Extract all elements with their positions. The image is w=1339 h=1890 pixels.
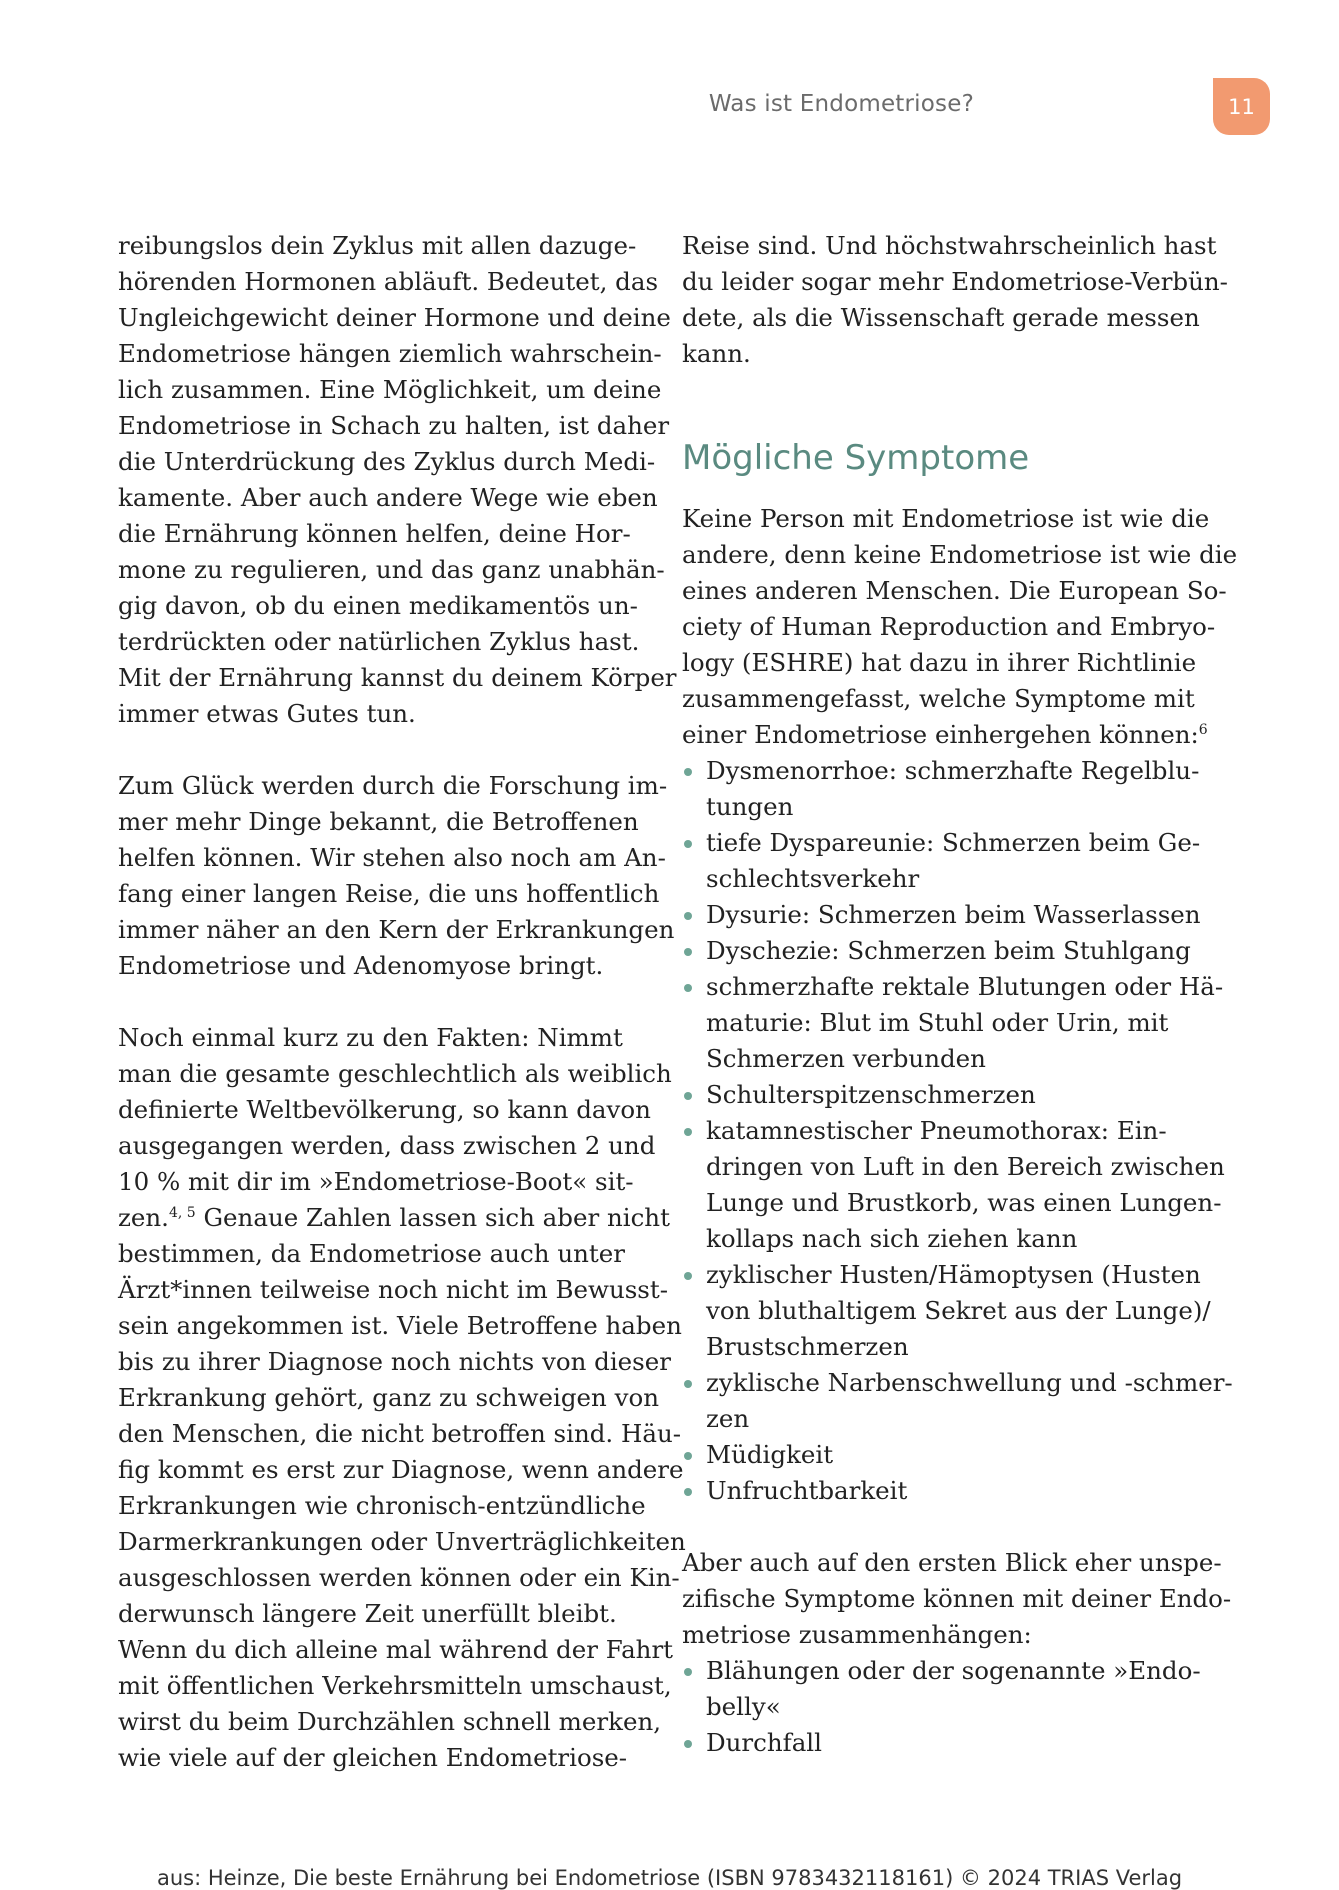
bullet-icon [684,912,692,920]
text-line: Schulterspitzenschmerzen [706,1080,1036,1109]
list-item [682,753,1202,825]
text-line: reibungslos dein Zyklus mit allen dazuge- [118,231,637,260]
list-item [682,969,1224,1077]
text-line: ausgeschlossen werden können oder ein Kin- [118,1563,680,1592]
text-line: Mit der Ernährung kannst du deinem Körper [118,663,677,692]
text-line: zusammengefasst, welche Symptome mit [682,684,1195,713]
list-item [682,1077,1202,1113]
text-line: ausgegangen werden, dass zwischen 2 und [118,1131,656,1160]
list-item [682,1257,1211,1365]
text-line: Wenn du dich alleine mal während der Fahrt [118,1635,674,1664]
bullet-icon [684,1740,692,1748]
text-line: andere, denn keine Endometriose ist wie die [682,540,1238,569]
text-line: immer etwas Gutes tun. [118,699,416,728]
text-line: Ärzt*innen teilweise noch nicht im Bewusst- [118,1275,668,1304]
text-line: lich zusammen. Eine Möglichkeit, um deine [118,375,662,404]
text-line: Noch einmal kurz zu den Fakten: Nimmt [118,1023,623,1052]
text-line: fang einer langen Reise, die uns hoffentlich [118,879,660,908]
text-line: katamnestischer Pneumothorax: Ein- [706,1116,1167,1145]
text-line: definierte Weltbevölkerung, so kann davon [118,1095,651,1124]
paragraph [682,228,1228,372]
text-line: wirst du beim Durchzählen schnell merken, [118,1707,662,1736]
text-line: Dysmenorrhoe: schmerzhafte Regelblu- [706,756,1200,785]
text-line: tiefe Dyspareunie: Schmerzen beim Ge- [706,828,1201,857]
bullet-icon [684,1272,692,1280]
footnote-reference: 6 [1198,721,1208,738]
footnote-reference: 4, 5 [168,1204,196,1221]
text-line: Dysurie: Schmerzen beim Wasserlassen [706,900,1201,929]
unspecific-symptom-list [682,1653,1202,1761]
text-line: Darmerkrankungen oder Unverträglichkeiten [118,1527,686,1556]
text-line: Reise sind. Und höchstwahrscheinlich hast [682,231,1217,260]
text-fragment: zen. [118,1203,169,1232]
text-line: die Unterdrückung des Zyklus durch Medi- [118,447,656,476]
text-line: die Ernährung können helfen, deine Hor- [118,519,631,548]
text-line: Schmerzen verbunden [706,1044,986,1073]
text-line: fig kommt es erst zur Diagnose, wenn andere [118,1455,684,1484]
text-line [682,717,1208,753]
text-line: logy (ESHRE) hat dazu in ihrer Richtlinie [682,648,1197,677]
right-column [682,228,1238,1761]
text-line: immer näher an den Kern der Erkrankungen [118,915,675,944]
text-line: metriose zusammenhängen: [682,1620,1032,1649]
bullet-icon [684,1668,692,1676]
text-line: Endometriose und Adenomyose bringt. [118,951,604,980]
text-line: 10 % mit dir im »Endometriose-Boot« sit- [118,1167,634,1196]
bullet-icon [684,1452,692,1460]
text-line: Lunge und Brustkorb, was einen Lungen- [706,1188,1222,1217]
text-line: schmerzhafte rektale Blutungen oder Hä- [706,972,1224,1001]
text-line: Dyschezie: Schmerzen beim Stuhlgang [706,936,1191,965]
bullet-icon [684,1092,692,1100]
text-line: kamente. Aber auch andere Wege wie eben [118,483,658,512]
list-item [682,1365,1233,1437]
text-line: hörenden Hormonen abläuft. Bedeutet, das [118,267,659,296]
text-line: derwunsch längere Zeit unerfüllt bleibt. [118,1599,617,1628]
list-item [682,1725,1202,1761]
list-item [682,1113,1225,1257]
text-line: kollaps nach sich ziehen kann [706,1224,1078,1253]
bullet-icon [684,948,692,956]
text-line: eines anderen Menschen. Die European So- [682,576,1227,605]
text-line: Ungleichgewicht deiner Hormone und deine [118,303,671,332]
text-line: von bluthaltigem Sekret aus der Lunge)/ [706,1296,1211,1325]
list-item [682,897,1202,933]
text-line: sein angekommen ist. Viele Betroffene haben [118,1311,682,1340]
text-line: gig davon, ob du einen medikamentös un- [118,591,638,620]
paragraph [118,228,677,732]
text-fragment: Genaue Zahlen lassen sich aber nicht [195,1203,670,1232]
list-item [682,1473,1202,1509]
text-line: Keine Person mit Endometriose ist wie die [682,504,1210,533]
text-line: zen [706,1404,750,1433]
list-item [682,933,1202,969]
text-line: bis zu ihrer Diagnose noch nichts von dieser [118,1347,671,1376]
bullet-icon [684,1488,692,1496]
text-line: wie viele auf der gleichen Endometriose- [118,1743,628,1772]
bullet-icon [684,840,692,848]
text-line: tungen [706,792,794,821]
paragraph [682,501,1238,753]
text-line: mone zu regulieren, und das ganz unabhän- [118,555,665,584]
text-line: den Menschen, die nicht betroffen sind. Häu- [118,1419,682,1448]
text-line: dringen von Luft in den Bereich zwischen [706,1152,1225,1181]
text-line: Zum Glück werden durch die Forschung im- [118,771,668,800]
text-line: man die gesamte geschlechtlich als weiblich [118,1059,672,1088]
text-line: Endometriose hängen ziemlich wahrschein- [118,339,662,368]
text-line: zifische Symptome können mit deiner Endo- [682,1584,1232,1613]
list-item [682,825,1202,897]
left-column [118,228,686,1776]
symptom-list [682,753,1233,1509]
paragraph [118,1020,686,1776]
list-item [682,1653,1202,1725]
text-line: zyklische Narbenschwellung und -schmer- [706,1368,1233,1397]
text-line: terdrückten oder natürlichen Zyklus hast. [118,627,640,656]
text-line: mit öffentlichen Verkehrsmitteln umschaust, [118,1671,672,1700]
text-line: dete, als die Wissenschaft gerade messen [682,303,1200,332]
text-fragment: einer Endometriose einhergehen können: [682,720,1199,749]
text-line: mer mehr Dinge bekannt, die Betroffenen [118,807,639,836]
text-line: Aber auch auf den ersten Blick eher unspe- [682,1548,1222,1577]
text-line: helfen können. Wir stehen also noch am An- [118,843,666,872]
text-line: belly« [706,1692,781,1721]
paragraph [118,768,675,984]
text-line: du leider sogar mehr Endometriose-Verbün- [682,267,1228,296]
text-line: Brustschmerzen [706,1332,909,1361]
source-footer: aus: Heinze, Die beste Ernährung bei Endometriose (ISBN 9783432118161) © 2024 TRIAS Verlag [156,1866,1183,1890]
text-line: zyklischer Husten/Hämoptysen (Husten [706,1260,1201,1289]
bullet-icon [684,768,692,776]
page-number-badge: 11 [1213,78,1270,135]
text-line: Blähungen oder der sogenannte »Endo- [706,1656,1201,1685]
text-line: Unfruchtbarkeit [706,1476,908,1505]
text-line: Erkrankung gehört, ganz zu schweigen von [118,1383,659,1412]
text-line [118,1200,670,1236]
list-item [682,1437,1202,1473]
running-head: Was ist Endometriose? [708,91,974,117]
bullet-icon [684,1128,692,1136]
paragraph [682,1545,1232,1653]
text-line: Müdigkeit [706,1440,834,1469]
section-heading: Mögliche Symptome [682,438,1030,478]
bullet-icon [684,984,692,992]
text-line: maturie: Blut im Stuhl oder Urin, mit [706,1008,1169,1037]
text-line: ciety of Human Reproduction and Embryo- [682,612,1216,641]
bullet-icon [684,1380,692,1388]
text-line: Durchfall [706,1728,822,1757]
text-line: schlechtsverkehr [706,864,920,893]
text-line: Erkrankungen wie chronisch-entzündliche [118,1491,646,1520]
text-line: bestimmen, da Endometriose auch unter [118,1239,625,1268]
text-line: kann. [682,339,751,368]
text-line: Endometriose in Schach zu halten, ist daher [118,411,670,440]
